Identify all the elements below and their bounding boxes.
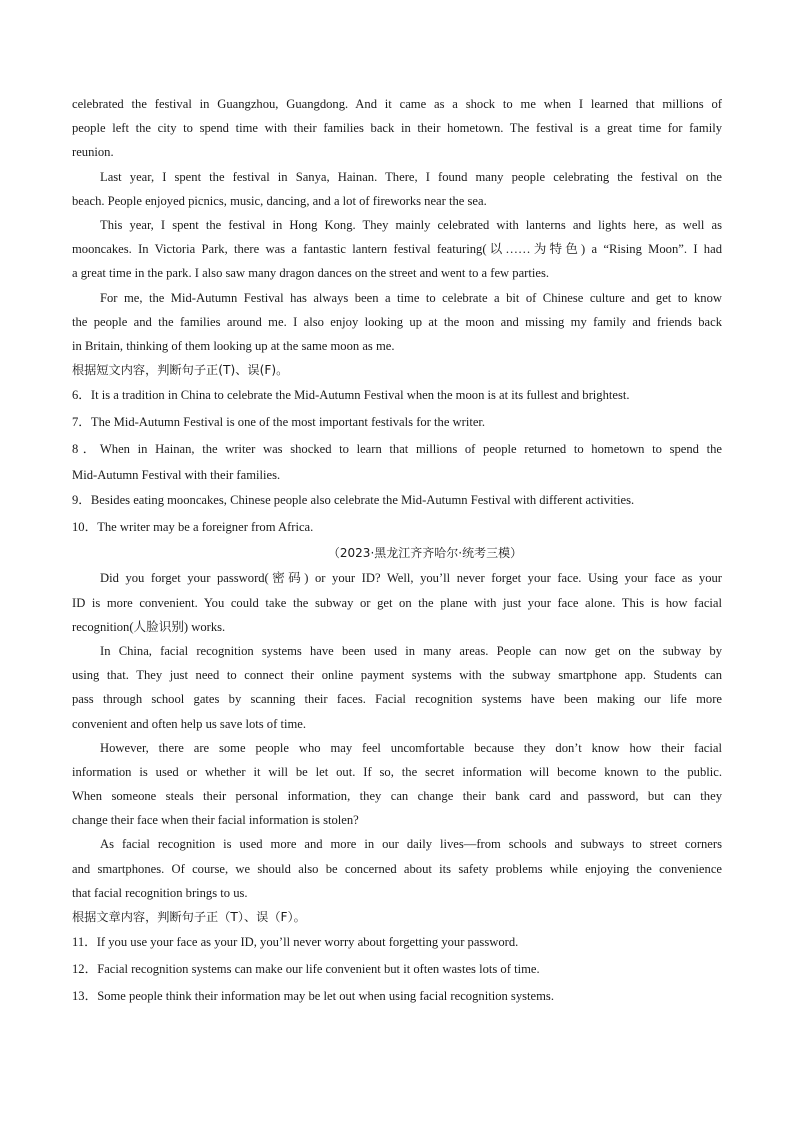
- passage-line: ID is more convenient. You could take the subway or get on the plane with just your face alone. This is how facial: [72, 595, 722, 610]
- source-label: （2023·黑龙江齐齐哈尔·统考三模）: [327, 546, 523, 561]
- passage-line: in Britain, thinking of them looking up at the same moon as me.: [72, 338, 395, 353]
- passage-line: As facial recognition is used more and more in our daily lives—from schools and subways to street corners: [100, 837, 722, 852]
- document-page: [72, 92, 722, 1010]
- passage-line: using that. They just need to connect their online payment systems with the subway smartphone app. Students can: [72, 668, 722, 683]
- passage-line: Did you forget your password(密码) or your ID? Well, you’ll never forget your face. Using your face as your: [100, 571, 722, 586]
- question-item: 10．The writer may be a foreigner from Africa.: [72, 519, 314, 534]
- passage-line: Last year, I spent the festival in Sanya, Hainan. There, I found many people celebrating the festival on the: [100, 169, 722, 184]
- passage-line: that facial recognition brings to us.: [72, 885, 248, 900]
- passage-line: When someone steals their personal information, they can change their bank card and password, but can they: [72, 789, 722, 804]
- instruction-1: 根据短文内容，判断句子正(T)、误(F)。: [72, 363, 289, 378]
- question-item: 7．The Mid-Autumn Festival is one of the most important festivals for the writer.: [72, 415, 486, 430]
- passage-line: pass through school gates by scanning their faces. Facial recognition systems have been making our life more: [72, 692, 722, 707]
- question-item: 13．Some people think their information may be let out when using facial recognition systems.: [72, 988, 554, 1003]
- passage-line: celebrated the festival in Guangzhou, Guangdong. And it came as a shock to me when I learned that millions of: [72, 97, 722, 111]
- question-item: 11．If you use your face as your ID, you’ll never worry about forgetting your password.: [72, 935, 519, 950]
- passage-line: For me, the Mid-Autumn Festival has always been a time to celebrate a bit of Chinese culture and get to know: [100, 290, 722, 305]
- passage-line: beach. People enjoyed picnics, music, dancing, and a lot of fireworks near the sea.: [72, 193, 487, 208]
- passage-line: and smartphones. Of course, we should also be concerned about its safety problems while enjoying the convenience: [72, 861, 722, 876]
- question-item: 9．Besides eating mooncakes, Chinese people also celebrate the Mid-Autumn Festival with different activities.: [72, 492, 635, 507]
- question-item: 8．When in Hainan, the writer was shocked to learn that millions of people returned to hometown to spend the: [72, 441, 722, 456]
- passage-line: reunion.: [72, 145, 114, 160]
- question-item-continued: Mid-Autumn Festival with their families.: [72, 467, 281, 482]
- passage-line: However, there are some people who may feel uncomfortable because they don’t know how their facial: [100, 740, 722, 755]
- passage-1: [72, 92, 722, 358]
- question-list-1: [72, 382, 722, 540]
- passage-line: change their face when their facial information is stolen?: [72, 813, 359, 828]
- question-item: 12．Facial recognition systems can make our life convenient but it often wastes lots of time.: [72, 962, 540, 977]
- passage-line: the people and the families around me. I also enjoy looking up at the moon and missing my family and friends back: [72, 314, 722, 329]
- passage-line: information is used or whether it will be let out. If so, the secret information will become known to the public.: [72, 764, 722, 779]
- instruction-2: 根据文章内容，判断句子正（T）、误（F）。: [72, 910, 306, 925]
- passage-line: This year, I spent the festival in Hong Kong. They mainly celebrated with lanterns and lights here, as well as: [100, 217, 722, 232]
- passage-line: mooncakes. In Victoria Park, there was a fantastic lantern festival featuring(以……为特色) a “Rising Moon”. I had: [72, 242, 722, 257]
- passage-line: people left the city to spend time with their families back in their hometown. The festival is a great time for family: [72, 121, 722, 136]
- question-item: 6．It is a tradition in China to celebrate the Mid-Autumn Festival when the moon is at its fullest and brightest.: [72, 388, 630, 403]
- passage-line: In China, facial recognition systems have been used in many areas. People can now get on the subway by: [100, 643, 722, 658]
- passage-line: a great time in the park. I also saw many dragon dances on the street and went to a few parties.: [72, 266, 549, 281]
- passage-2: [72, 566, 722, 905]
- question-list-2: [72, 929, 722, 1009]
- passage-line: convenient and often help us save lots of time.: [72, 716, 306, 731]
- passage-line: recognition(人脸识别) works.: [72, 619, 226, 634]
